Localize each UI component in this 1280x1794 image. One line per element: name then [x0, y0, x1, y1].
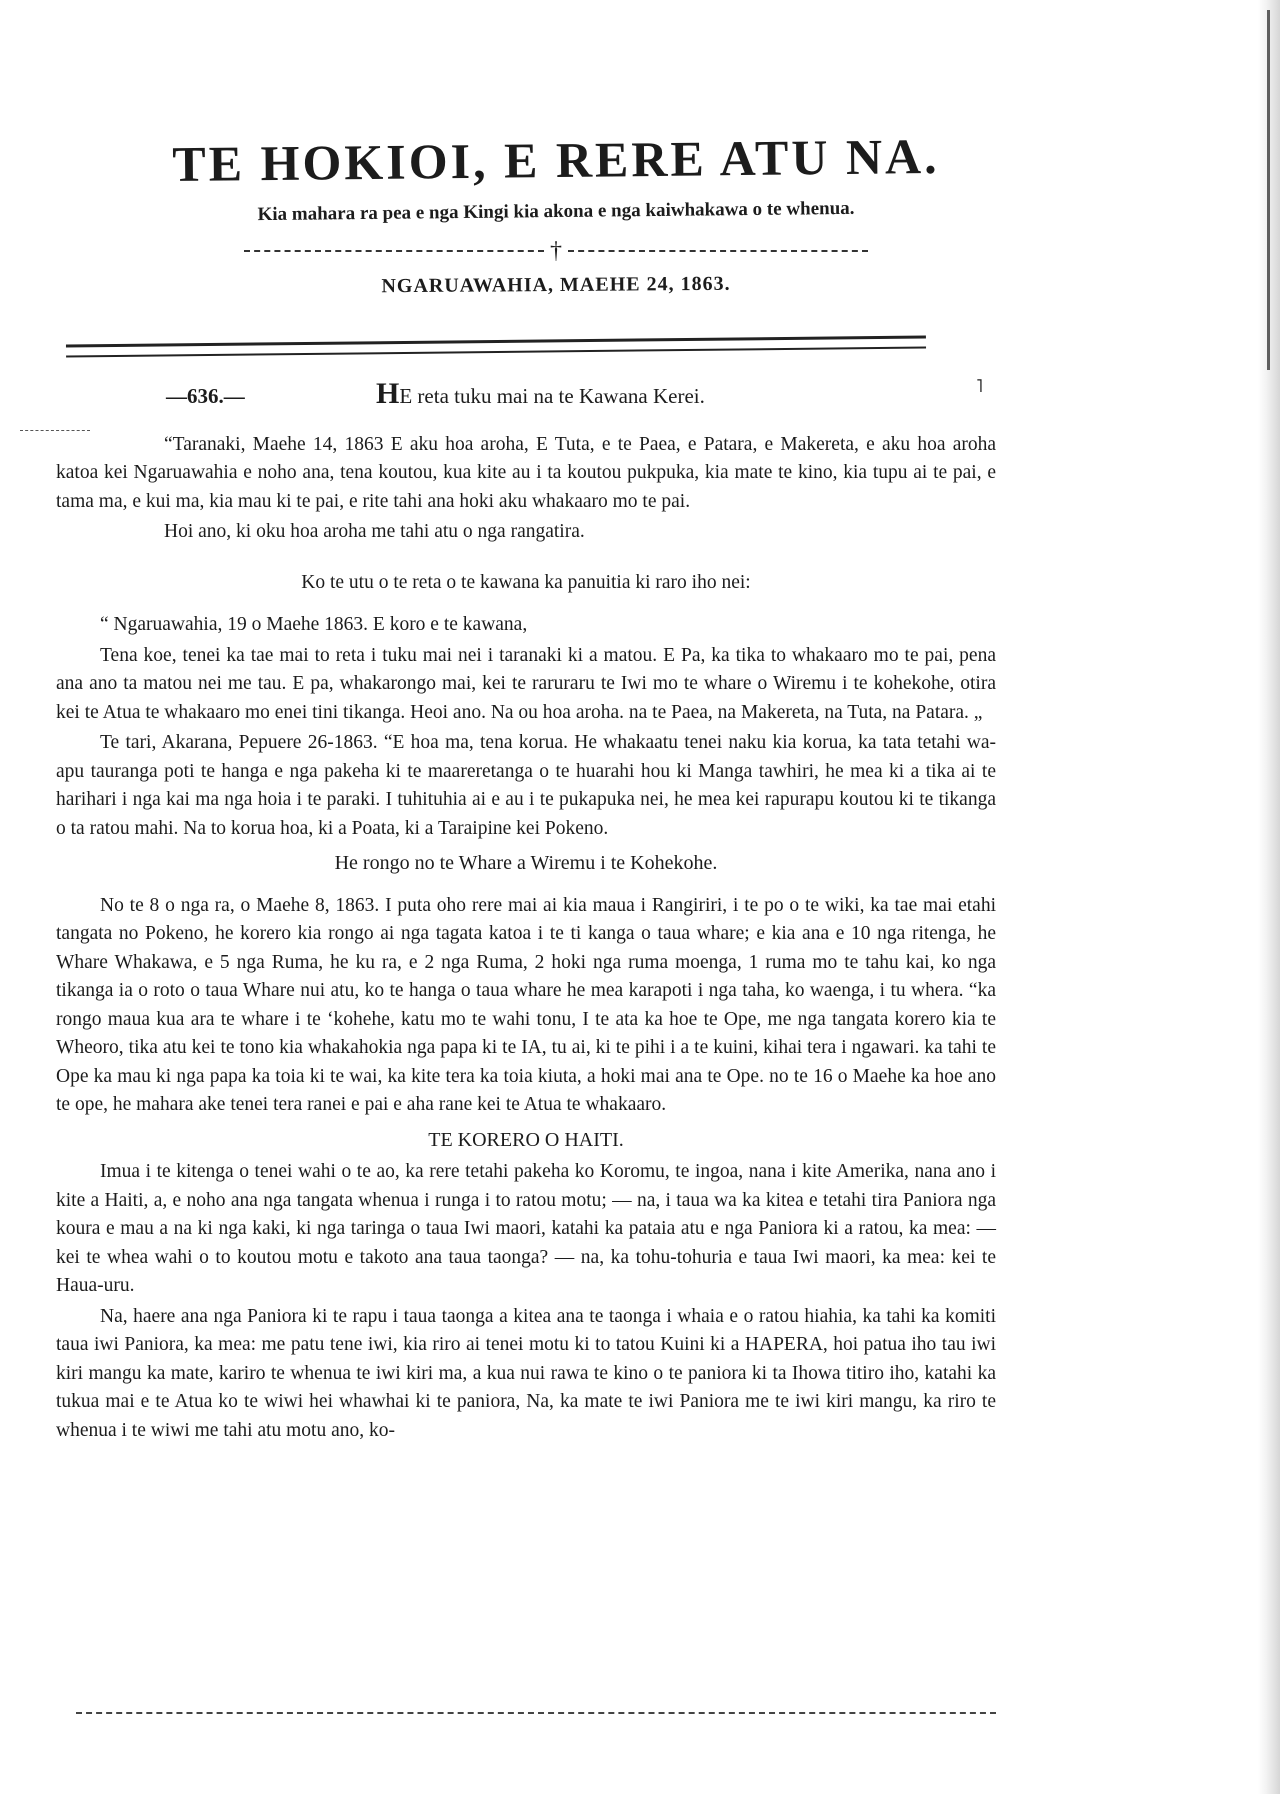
masthead: [56, 127, 1056, 298]
masthead-rule: [66, 335, 926, 357]
reply-dateline: “ Ngaruawahia, 19 o Maehe 1863. E koro e te kawana,: [100, 614, 528, 635]
drop-cap: H: [376, 377, 400, 410]
reply-body: Tena koe, tenei ka tae mai to reta i tuku mai nei i taranaki ki a matou. E Pa, ka tika to whakaaro mo te pai, pena ana ano ta matou nei me tau. E pa, whakarongo mai, kei te raruraru te Iwi mo te whare o Wiremu i te kohekohe, otira kei te Atua te whakaaro mo enei tini tikanga. Heoi ano. Na ou hoa aroha. na te Paea, na Makereta, na Tuta, na Patara. „: [56, 644, 996, 723]
reply-intro: Ko te utu o te reta o te kawana ka panuitia ki raro iho nei:: [301, 571, 751, 593]
kohekohe-report: No te 8 o nga ra, o Maehe 8, 1863. I puta oho rere mai ai kia maua i Rangiriri, i te po o te wiki, ka tae mai etahi tangata no Pokeno, he korero kia rongo ai nga tagata katoa i te ti kanga o taua whare; e kia ana e 10 nga ritenga, he Whare Whakawa, e 5 nga Ruma, he ku ra, e 2 nga Ruma, 2 hoki nga ruma moenga, 1 ruma mo te tahu kai, ko nga tikanga ia o roto o taua Whare nui atu, ko te hanga o taua whare he mea karapoti i nga taha, ko waenga, i tu whera. “ka rongo maua kua ara te whare i te ‘kohehe, katu mo te wahi tonu, I te ata ka hoe te Ope, me nga tangata korero kia te Wheoro, tika atu kei te tono kia whakahokia nga papa ki te IA, tu ai, ki te pihi i a te kuini, kihai tera i ngawari. ka tahi te Ope ka mau ki nga papa ka toia ki te wai, ka kite tera ka toia kiuta, a hoki mai ana te Ope. no te 16 o Maehe ka hoe ano te ope, he mahara ake tenei tera ranei e pai e aha rane kei te Atua te whakaaro.: [56, 894, 996, 1115]
issue-number: —636.—: [166, 384, 245, 408]
office-notice: Te tari, Akarana, Pepuere 26-1863. “E hoa ma, tena korua. He whakaatu tenei naku kia korua, ka tata tetahi wa-apu tauranga poti te hanga e nga pakeha ki te maareretanga o te huarahi hou ki Manga tawhiri, he mea ki a tika ai te harihari i nga kai ma nga hoia i te paraki. I tuhituhia ai e au i te pukapuka nei, he mea kei rapurapu koutou ki te tikanga o ta ratou mahi. Na to korua hoa, ki a Poata, ki a Taraipine kei Pokeno.: [56, 732, 996, 839]
newspaper-page: [56, 0, 1056, 1794]
divider-dash-left: [244, 250, 544, 252]
haiti-paragraph: Na, haere ana nga Paniora ki te rapu i taua taonga a kitea ana te taonga i whaia e o ratou hiahia, ka tahi ka komiti taua iwi Paniora, ka mea: me patu tene iwi, kia riro ai tenei motu ki to tatou Kuini ki a HAPERA, hoi patua iho tau iwi kiri mangu ka mate, kariro te whenua te iwi kiri ma, a kua nui rawa te kino o te paniora ki ta Ihowa titiro iho, katahi ka tukua mai e te Atua ko te wiwi hei whawhai ki te paniora, Na, ka mate te iwi Paniora me te iwi kiri mangu, ka riro te whenua i te wiwi me tahi atu motu ano, ko-: [56, 1305, 996, 1441]
haiti-paragraph: Imua i te kitenga o tenei wahi o te ao, ka rere tetahi pakeha ko Koromu, te ingoa, nana i kite Amerika, nana ano i kite a Haiti, a, e noho ana nga tangata whenua i runga i to ratou motu; — na, i taua wa ka kitea e tetahi tira Paniora nga koura e mau a na ki nga kaki, ki nga taringa o taua Iwi maori, katahi ka pataia atu e nga Paniora ki a ratou, ka mea: —kei te whea wahi o to koutou motu e takoto ana taua taonga? — na, ka tohu-tohuria e taua Iwi maori, ka mea: kei te Haua-uru.: [56, 1161, 996, 1296]
newspaper-title: TE HOKIOI, E RERE ATU NA.: [172, 127, 940, 193]
newspaper-motto: Kia mahara ra pea e nga Kingi kia akona e nga kaiwhakawa o te whenua.: [257, 197, 855, 226]
letter-signoff: Hoi ano, ki oku hoa aroha me tahi atu o nga rangatira.: [164, 521, 585, 542]
ornamental-divider: [56, 240, 1056, 262]
article-title: [376, 377, 705, 411]
scan-page-edge: [1258, 0, 1280, 1794]
article-heading: [56, 377, 996, 411]
bottom-rule: [76, 1712, 996, 1714]
article-title-text: E reta tuku mai na te Kawana Kerei.: [399, 384, 705, 408]
section-heading-kohekohe: He rongo no te Whare a Wiremu i te Kohekohe.: [334, 852, 718, 874]
divider-dash-right: [568, 250, 868, 252]
section-heading-haiti: TE KORERO O HAITI.: [428, 1128, 624, 1151]
dateline: NGARUAWAHIA, MAEHE 24, 1863.: [381, 272, 731, 298]
dagger-ornament-icon: †: [550, 238, 562, 264]
page-content: [56, 377, 996, 1447]
letter-paragraph: “Taranaki, Maehe 14, 1863 E aku hoa aroha, E Tuta, e te Paea, e Patara, e Makereta, e aku hoa aroha katoa kei Ngaruawahia e noho ana, tena koutou, kua kite au i ta koutou pukpuka, kia mate te kino, kia tupu ai te pai, e tama ma, e kui ma, kia mau ki te pai, e rite tahi ana hoki aku whakaaro mo te pai.: [56, 433, 996, 512]
margin-mark: ˥: [976, 376, 983, 396]
